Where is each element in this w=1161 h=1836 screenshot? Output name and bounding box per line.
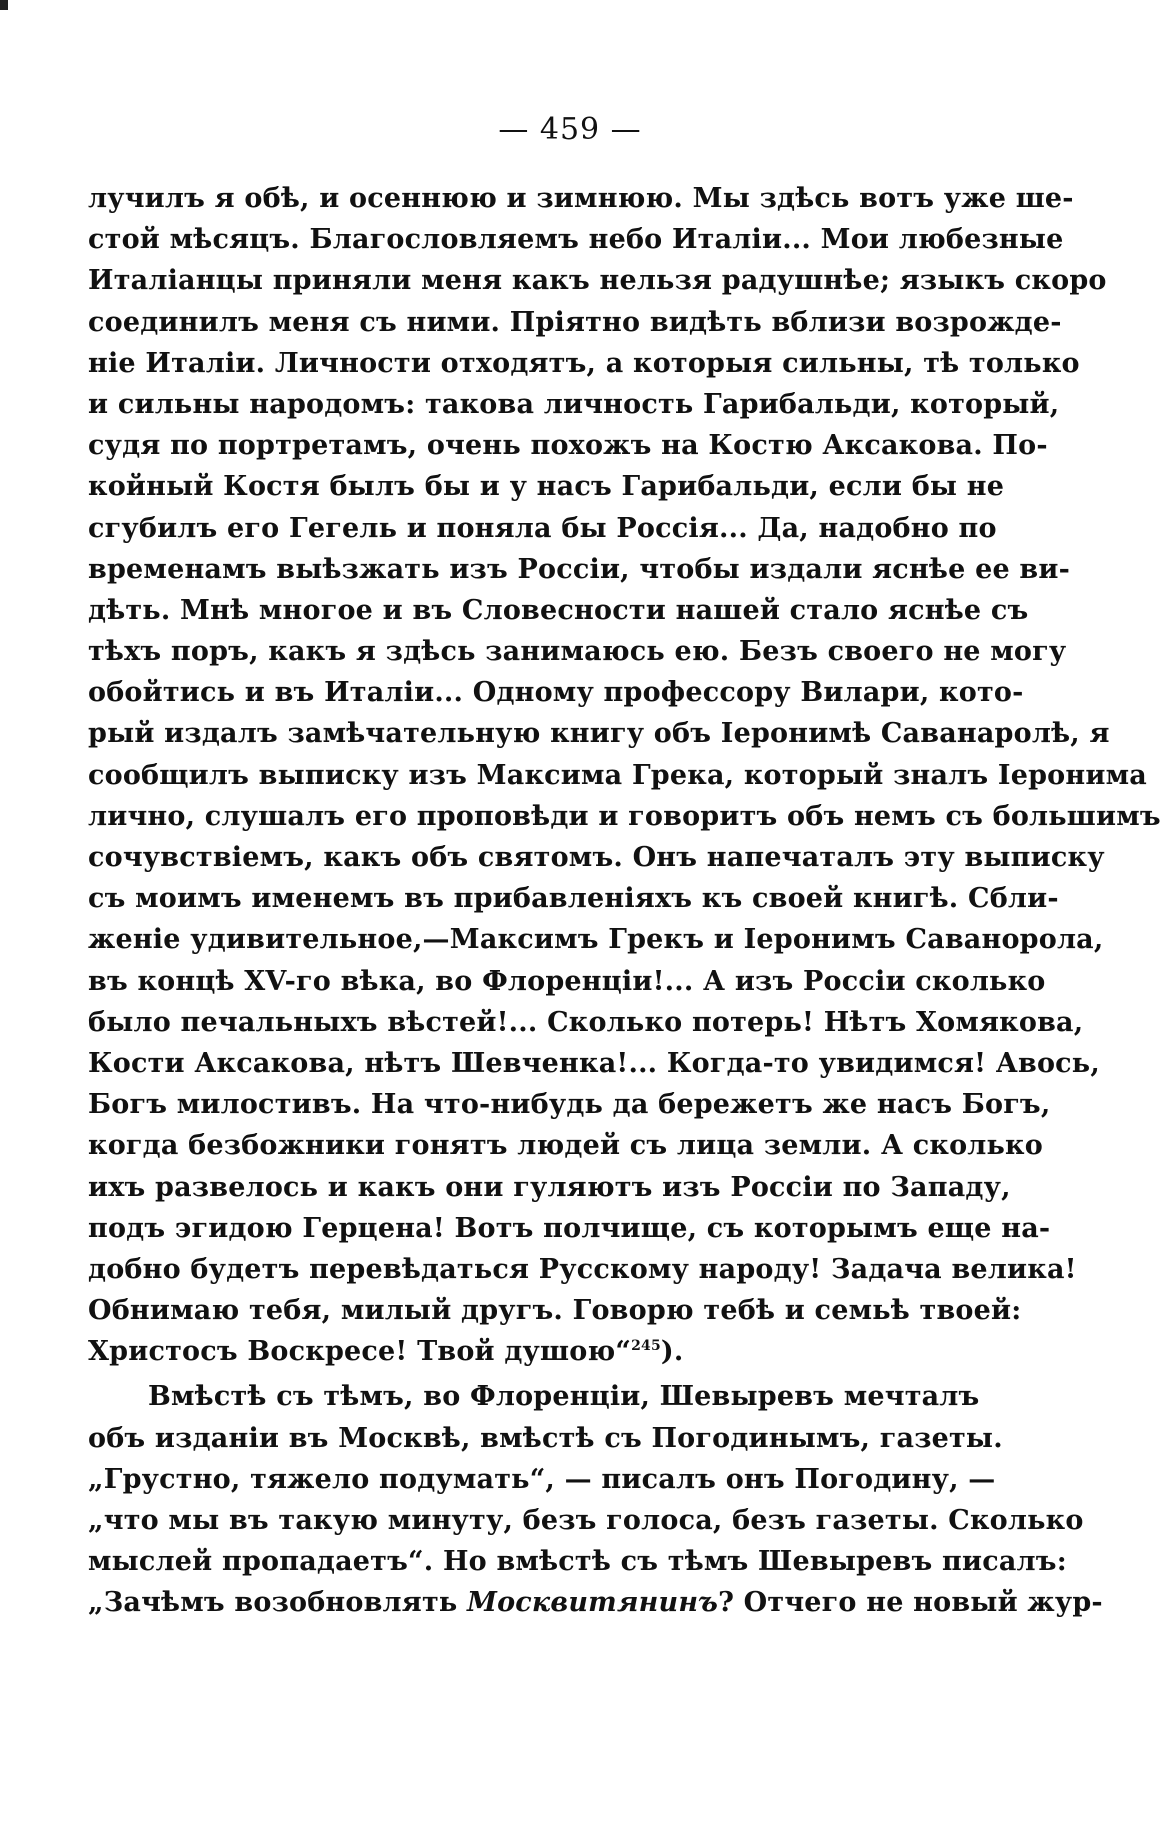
text-line: было печальныхъ вѣстей!... Сколько потерь! Нѣтъ Хомякова, — [88, 1006, 1084, 1038]
paragraph-narrative — [88, 1376, 1103, 1623]
final-text-start: „Зачѣмъ возобновлять — [88, 1587, 467, 1619]
text-line: объ изданіи въ Москвѣ, вмѣстѣ съ Погодинымъ, газеты. — [88, 1422, 1003, 1454]
text-line: Богъ милостивъ. На что-нибудь да бережетъ же насъ Богъ, — [88, 1089, 1051, 1121]
text-line: стой мѣсяцъ. Благословляемъ небо Италіи... Мои любезные — [88, 224, 1064, 256]
footnote-reference: 245 — [631, 1338, 661, 1355]
text-line: ихъ развелось и какъ они гуляютъ изъ Россіи по Западу, — [88, 1171, 1011, 1203]
text-line: женіе удивительное,—Максимъ Грекъ и Іеронимъ Саванорола, — [88, 924, 1104, 956]
closing-text: Христосъ Воскресе! Твой душою“ — [88, 1336, 632, 1368]
text-line: когда безбожники гонятъ людей съ лица земли. А сколько — [88, 1130, 1043, 1162]
text-line: ніе Италіи. Личности отходятъ, а которыя сильны, тѣ только — [88, 347, 1080, 379]
text-line: сообщилъ выписку изъ Максима Грека, который зналъ Іеронима — [88, 759, 1147, 791]
text-line: добно будетъ перевѣдаться Русскому народу! Задача велика! — [88, 1253, 1077, 1285]
page-number: — 459 — — [498, 112, 642, 147]
closing-text-end: ). — [660, 1336, 684, 1368]
text-line: тѣхъ поръ, какъ я здѣсь занимаюсь ею. Безъ своего не могу — [88, 636, 1067, 668]
text-line: Кости Аксакова, нѣтъ Шевченка!... Когда-то увидимся! Авось, — [88, 1047, 1100, 1079]
text-line: „Грустно, тяжело подумать“, — писалъ онъ Погодину, — — [88, 1463, 996, 1495]
journal-title: Москвитянинъ — [467, 1587, 719, 1619]
text-line: Обнимаю тебя, милый другъ. Говорю тебѣ и семьѣ твоей: — [88, 1295, 1022, 1327]
text-line: мыслей пропадаетъ“. Но вмѣстѣ съ тѣмъ Шевыревъ писалъ: — [88, 1546, 1067, 1578]
text-line: койный Костя былъ бы и у насъ Гарибальди, если бы не — [88, 471, 1005, 503]
text-line: подъ эгидою Герцена! Вотъ полчище, съ которымъ еще на- — [88, 1212, 1051, 1244]
text-line: соединилъ меня съ ними. Пріятно видѣть вблизи возрожде- — [88, 306, 1062, 338]
text-line: „что мы въ такую минуту, безъ голоса, безъ газеты. Сколько — [88, 1505, 1084, 1536]
text-line: рый издалъ замѣчательную книгу объ Іеронимѣ Саванаролѣ, я — [88, 718, 1110, 750]
text-line: въ концѣ XV-го вѣка, во Флоренціи!... А изъ Россіи сколько — [88, 965, 1046, 997]
text-line: лучилъ я обѣ, и осеннюю и зимнюю. Мы здѣсь вотъ уже ше- — [88, 183, 1074, 214]
text-line-last — [88, 1331, 958, 1372]
paragraph-letter — [88, 178, 1161, 1372]
final-text-end: ? Отчего не новый жур- — [718, 1587, 1103, 1619]
text-line: дѣть. Мнѣ многое и въ Словесности нашей стало яснѣе съ — [88, 594, 1029, 626]
text-line-final — [88, 1582, 1103, 1623]
text-line: Италіанцы приняли меня какъ нельзя радушнѣе; языкъ скоро — [88, 265, 1107, 297]
text-line: Вмѣстѣ съ тѣмъ, во Флоренціи, Шевыревъ мечталъ — [148, 1381, 980, 1413]
text-line: сочувствіемъ, какъ объ святомъ. Онъ напечаталъ эту выписку — [88, 842, 1105, 873]
text-line: сгубилъ его Гегель и поняла бы Россія... Да, надобно по — [88, 512, 997, 544]
text-line: съ моимъ именемъ въ прибавленіяхъ къ своей книгѣ. Сбли- — [88, 883, 1059, 915]
text-line: лично, слушалъ его проповѣди и говоритъ объ немъ съ большимъ — [88, 800, 1161, 832]
body-text — [88, 178, 1161, 1624]
text-line: временамъ выѣзжать изъ Россіи, чтобы издали яснѣе ее ви- — [88, 553, 1071, 585]
scan-artifact-mark — [0, 0, 8, 10]
text-line: и сильны народомъ: такова личность Гарибальди, который, — [88, 388, 1060, 420]
text-line: судя по портретамъ, очень похожъ на Костю Аксакова. По- — [88, 430, 1048, 462]
text-line: обойтись и въ Италіи... Одному профессору Вилари, кото- — [88, 677, 1024, 709]
